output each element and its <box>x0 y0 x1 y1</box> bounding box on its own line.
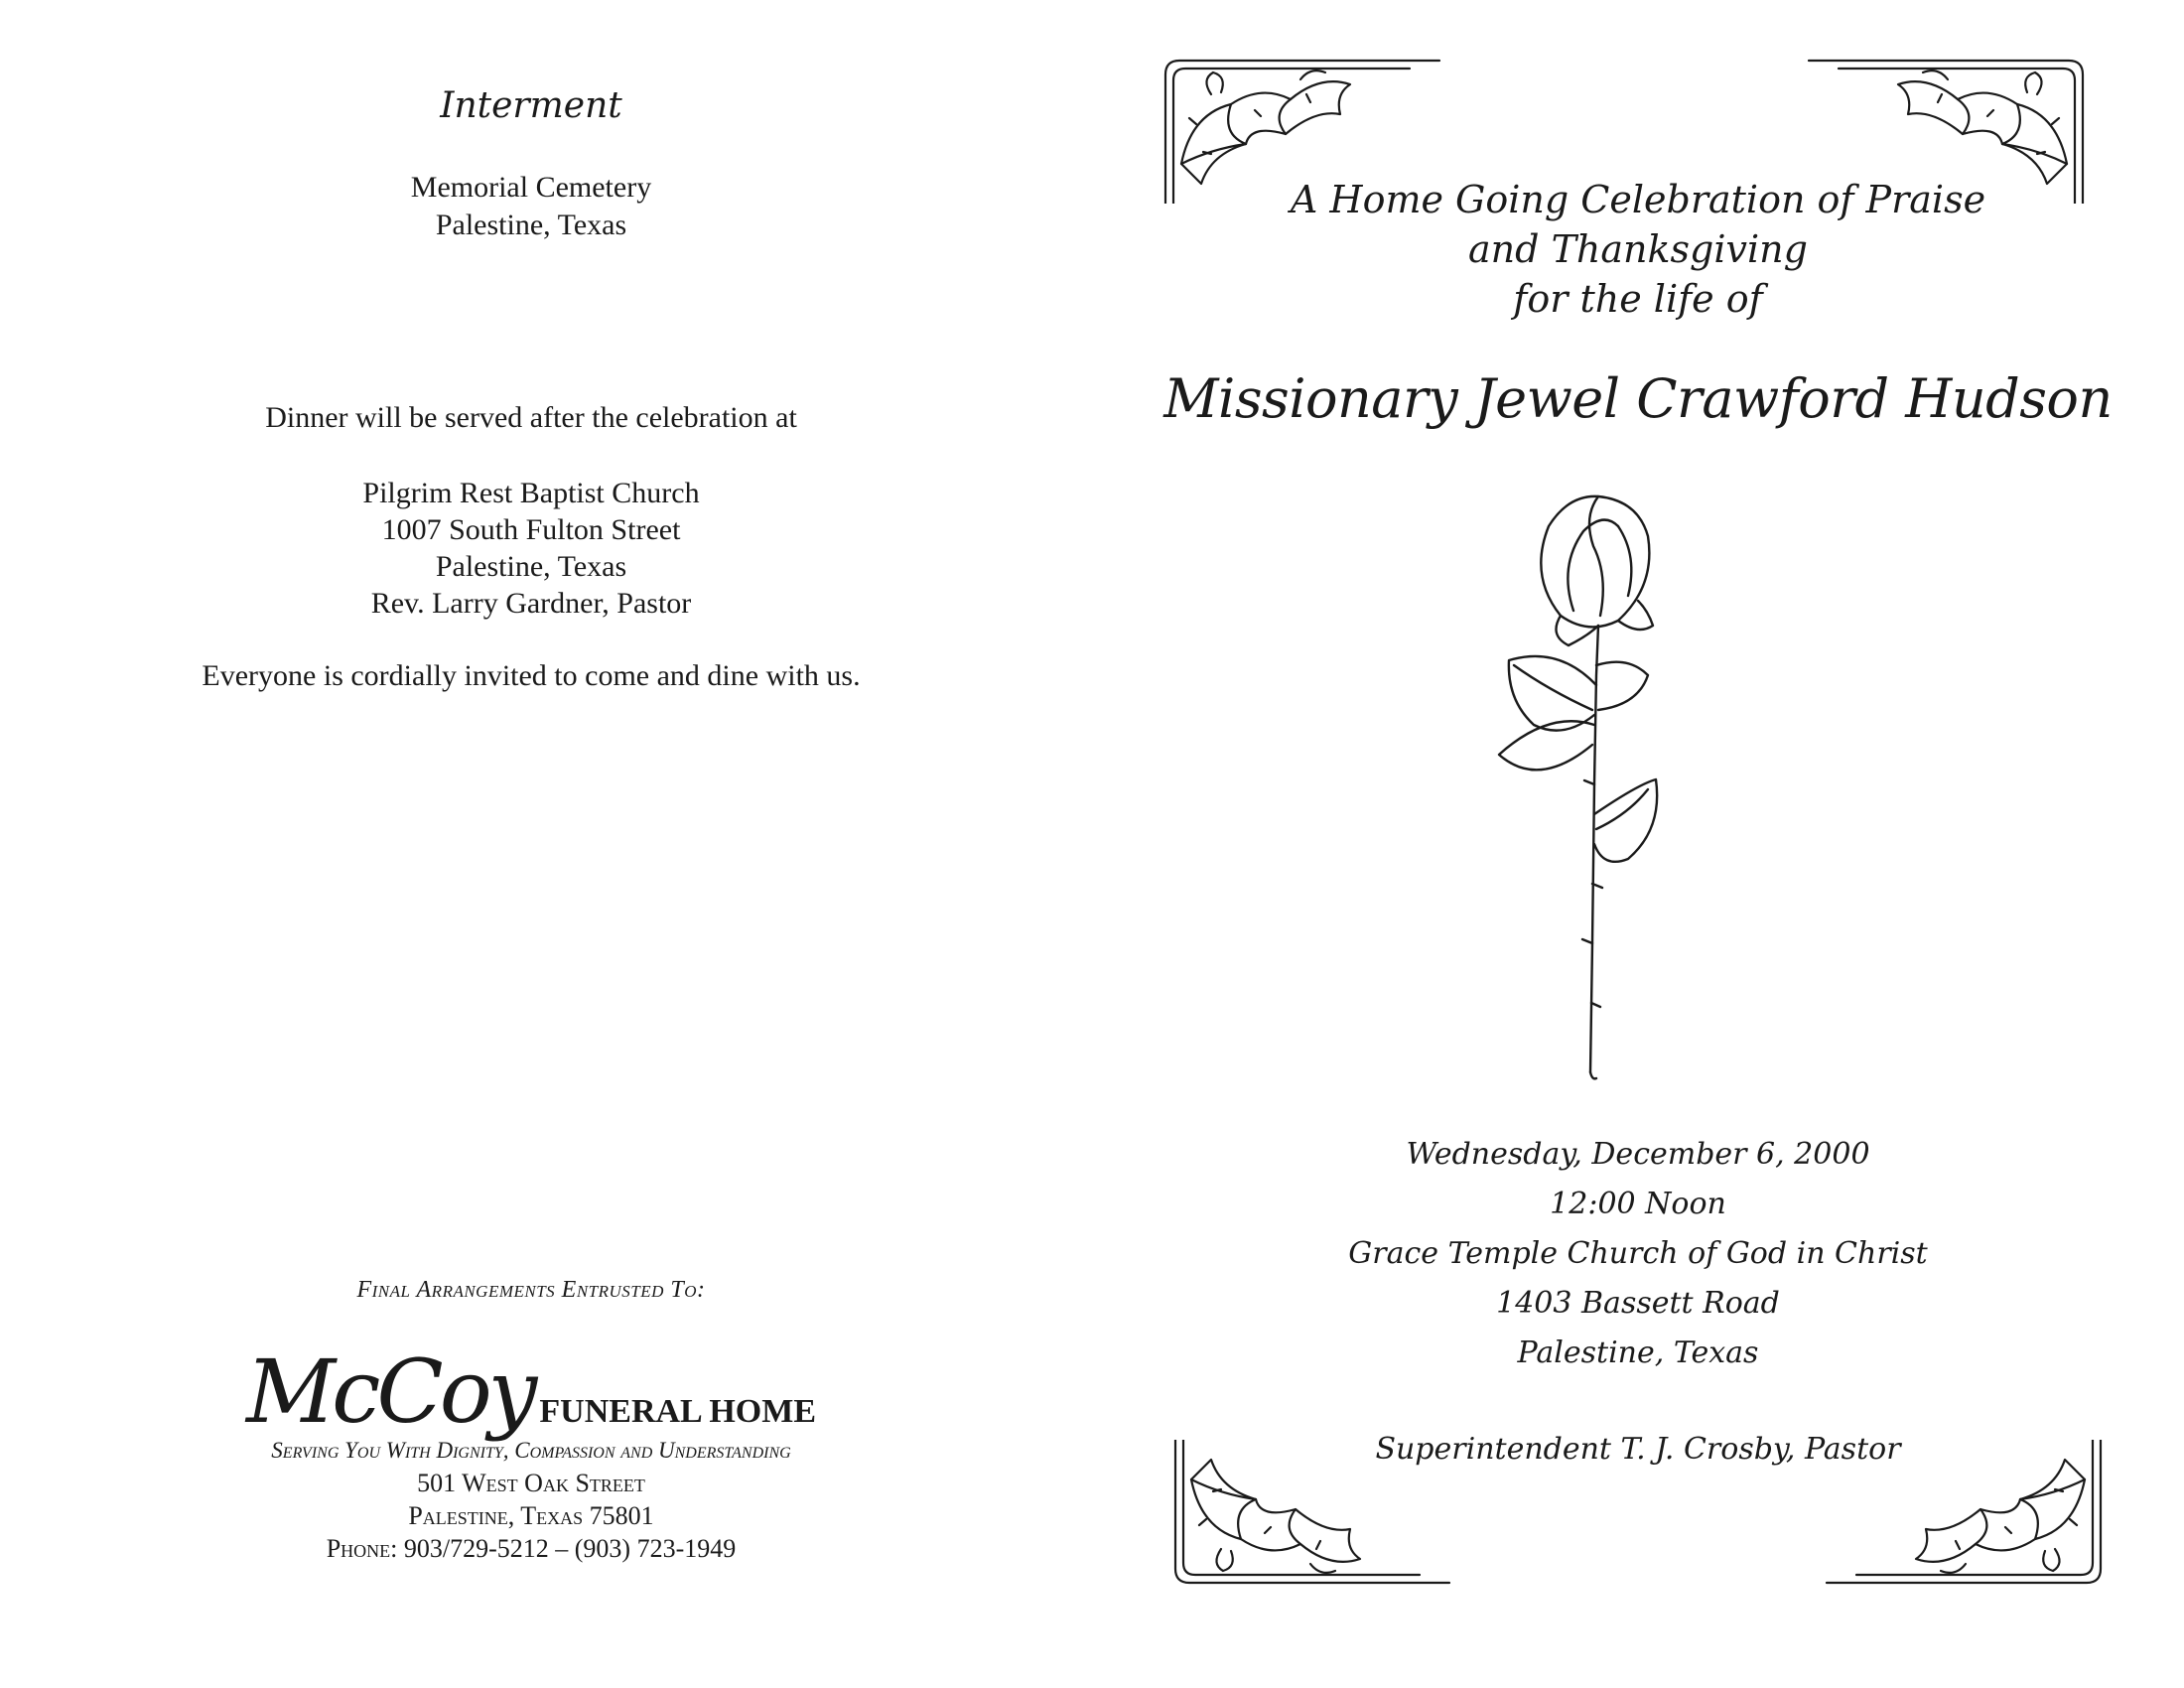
dinner-city: Palestine, Texas <box>435 550 627 583</box>
celebration-heading-line: for the life of <box>1513 277 1763 321</box>
interment-cemetery: Memorial Cemetery <box>410 171 652 204</box>
long-stem-rose-icon <box>1489 487 1707 1082</box>
honoree-name: Missionary Jewel Crawford Hudson <box>1163 367 2113 430</box>
funeral-home-details <box>0 1434 1062 1565</box>
logo-caps-text: FUNERAL HOME <box>539 1393 817 1430</box>
service-church: Grace Temple Church of God in Christ <box>1348 1236 1928 1271</box>
dinner-intro: Dinner will be served after the celebration at <box>265 401 797 434</box>
funeral-home-tagline: Serving You With Dignity, Compassion and Understanding <box>271 1438 791 1463</box>
funeral-home-logo <box>0 1340 1062 1443</box>
funeral-home-street: 501 West Oak Street <box>417 1469 645 1497</box>
celebration-heading-line: A Home Going Celebration of Praise <box>1290 178 1986 221</box>
pastor-line: Superintendent T. J. Crosby, Pastor <box>1375 1432 1901 1467</box>
arrangements-label-text: Final Arrangements Entrusted To: <box>356 1277 706 1303</box>
logo-script-text: McCoy <box>245 1340 534 1443</box>
service-date: Wednesday, December 6, 2000 <box>1406 1137 1870 1172</box>
funeral-home-phone: Phone: 903/729-5212 – (903) 723-1949 <box>326 1534 737 1563</box>
service-city: Palestine, Texas <box>1517 1336 1759 1370</box>
service-details <box>1092 1130 2184 1378</box>
service-address: 1403 Bassett Road <box>1496 1286 1780 1321</box>
dinner-location <box>0 475 1062 622</box>
celebration-heading-line: and Thanksgiving <box>1468 227 1808 271</box>
dinner-invitation: Everyone is cordially invited to come and dine with us. <box>202 659 861 692</box>
interment-city: Palestine, Texas <box>435 209 627 241</box>
arrangements-label <box>0 1277 1062 1304</box>
funeral-home-city: Palestine, Texas 75801 <box>408 1501 654 1530</box>
interment-block <box>0 169 1062 244</box>
dinner-church: Pilgrim Rest Baptist Church <box>362 477 700 509</box>
service-time: 12:00 Noon <box>1550 1187 1726 1221</box>
dinner-pastor: Rev. Larry Gardner, Pastor <box>370 587 692 620</box>
right-panel <box>1092 0 2184 1688</box>
interment-heading: Interment <box>440 85 622 126</box>
dinner-address: 1007 South Fulton Street <box>381 513 681 546</box>
celebration-heading <box>1092 175 2184 324</box>
left-panel <box>0 0 1062 1688</box>
